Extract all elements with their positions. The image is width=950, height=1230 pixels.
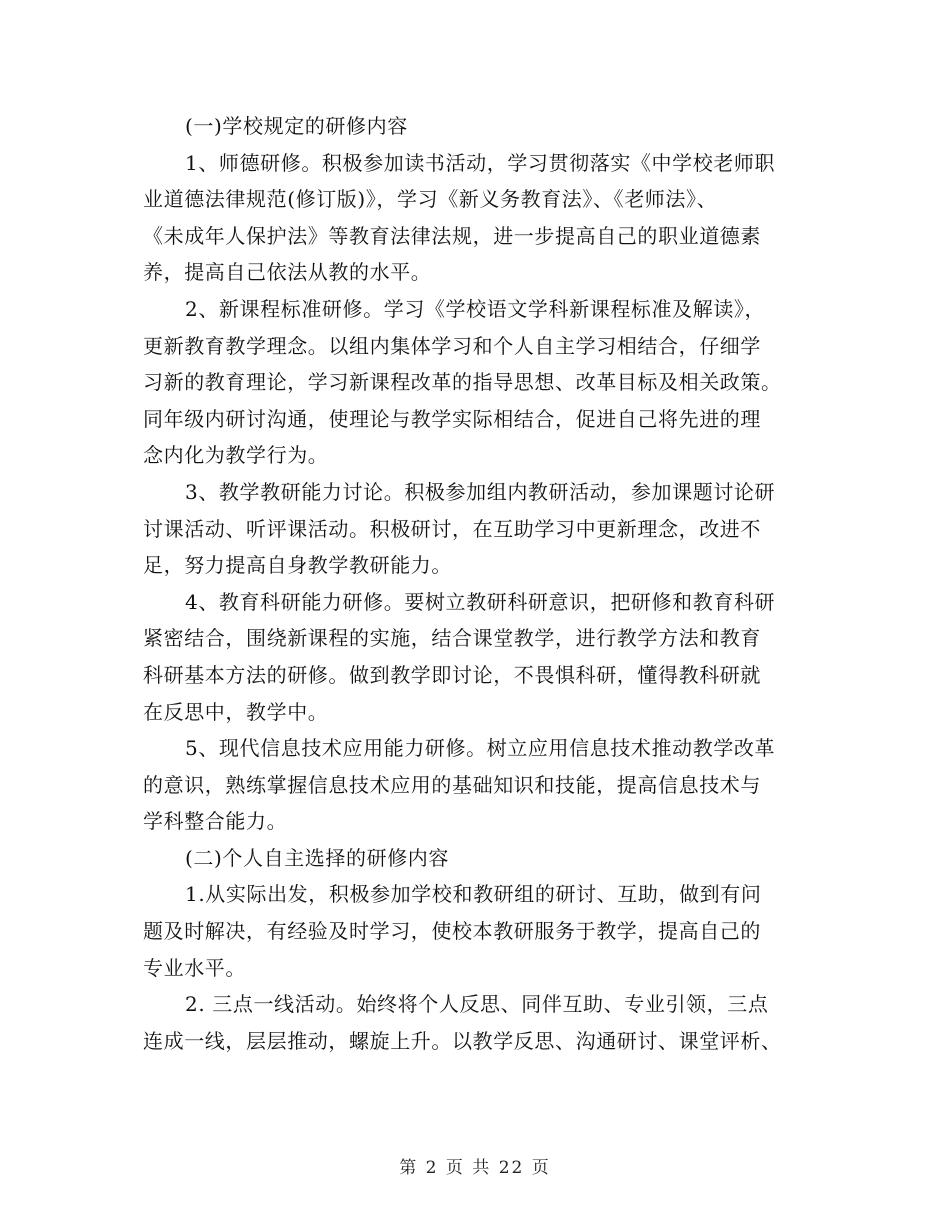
paragraph bbox=[143, 986, 808, 1059]
paragraph bbox=[143, 474, 808, 584]
text-line: (二)个人自主选择的研修内容 bbox=[185, 845, 450, 870]
text-line: 专业水平。 bbox=[143, 955, 246, 980]
text-line: 更新教育教学理念。以组内集体学习和个人自主学习相结合，仔细学 bbox=[143, 333, 761, 358]
text-line: 1.从实际出发，积极参加学校和教研组的研讨、互助，做到有问 bbox=[185, 882, 762, 907]
text-line: 4、教育科研能力研修。要树立教研科研意识，把研修和教育科研 bbox=[185, 589, 776, 614]
paragraph bbox=[143, 291, 808, 474]
text-line: 《未成年人保护法》等教育法律法规，进一步提高自己的职业道德素 bbox=[143, 223, 761, 248]
text-line: 2. 三点一线活动。始终将个人反思、同伴互助、专业引领，三点 bbox=[185, 992, 769, 1017]
text-line: 养，提高自己依法从教的水平。 bbox=[143, 260, 432, 285]
text-line: 在反思中，教学中。 bbox=[143, 699, 329, 724]
text-line: 业道德法律规范(修订版)》，学习《新义务教育法》、《老师法》、 bbox=[143, 187, 718, 212]
document-body bbox=[143, 108, 808, 1059]
text-line: 的意识，熟练掌握信息技术应用的基础知识和技能，提高信息技术与 bbox=[143, 772, 761, 797]
text-line: 1、师德研修。积极参加读书活动，学习贯彻落实《中学校老师职 bbox=[185, 150, 776, 175]
paragraph bbox=[143, 584, 808, 730]
section-heading bbox=[143, 108, 808, 145]
paragraph bbox=[143, 145, 808, 291]
paragraph bbox=[143, 876, 808, 986]
text-line: 3、教学教研能力讨论。积极参加组内教研活动，参加课题讨论研 bbox=[185, 479, 776, 504]
page-footer: 第 2 页 共 22 页 bbox=[399, 1158, 551, 1178]
section-heading bbox=[143, 840, 808, 877]
text-line: (一)学校规定的研修内容 bbox=[185, 114, 408, 138]
text-line: 学科整合能力。 bbox=[143, 809, 288, 834]
text-line: 讨课活动、听评课活动。积极研讨，在互助学习中更新理念，改进不 bbox=[143, 516, 761, 541]
text-line: 5、现代信息技术应用能力研修。树立应用信息技术推动教学改革 bbox=[185, 736, 776, 761]
text-line: 足，努力提高自身教学教研能力。 bbox=[143, 553, 452, 578]
text-line: 2、新课程标准研修。学习《学校语文学科新课程标准及解读》， bbox=[185, 296, 766, 321]
text-line: 同年级内研讨沟通，使理论与教学实际相结合，促进自己将先进的理 bbox=[143, 406, 761, 431]
text-line: 连成一线，层层推动，螺旋上升。以教学反思、沟通研讨、课堂评析、 bbox=[143, 1028, 782, 1053]
paragraph bbox=[143, 730, 808, 840]
text-line: 紧密结合，围绕新课程的实施，结合课堂教学，进行教学方法和教育 bbox=[143, 626, 761, 651]
text-line: 科研基本方法的研修。做到教学即讨论，不畏惧科研，懂得教科研就 bbox=[143, 662, 761, 687]
text-line: 题及时解决，有经验及时学习，使校本教研服务于教学，提高自己的 bbox=[143, 919, 761, 944]
text-line: 习新的教育理论，学习新课程改革的指导思想、改革目标及相关政策。 bbox=[143, 370, 782, 395]
text-line: 念内化为教学行为。 bbox=[143, 443, 329, 468]
